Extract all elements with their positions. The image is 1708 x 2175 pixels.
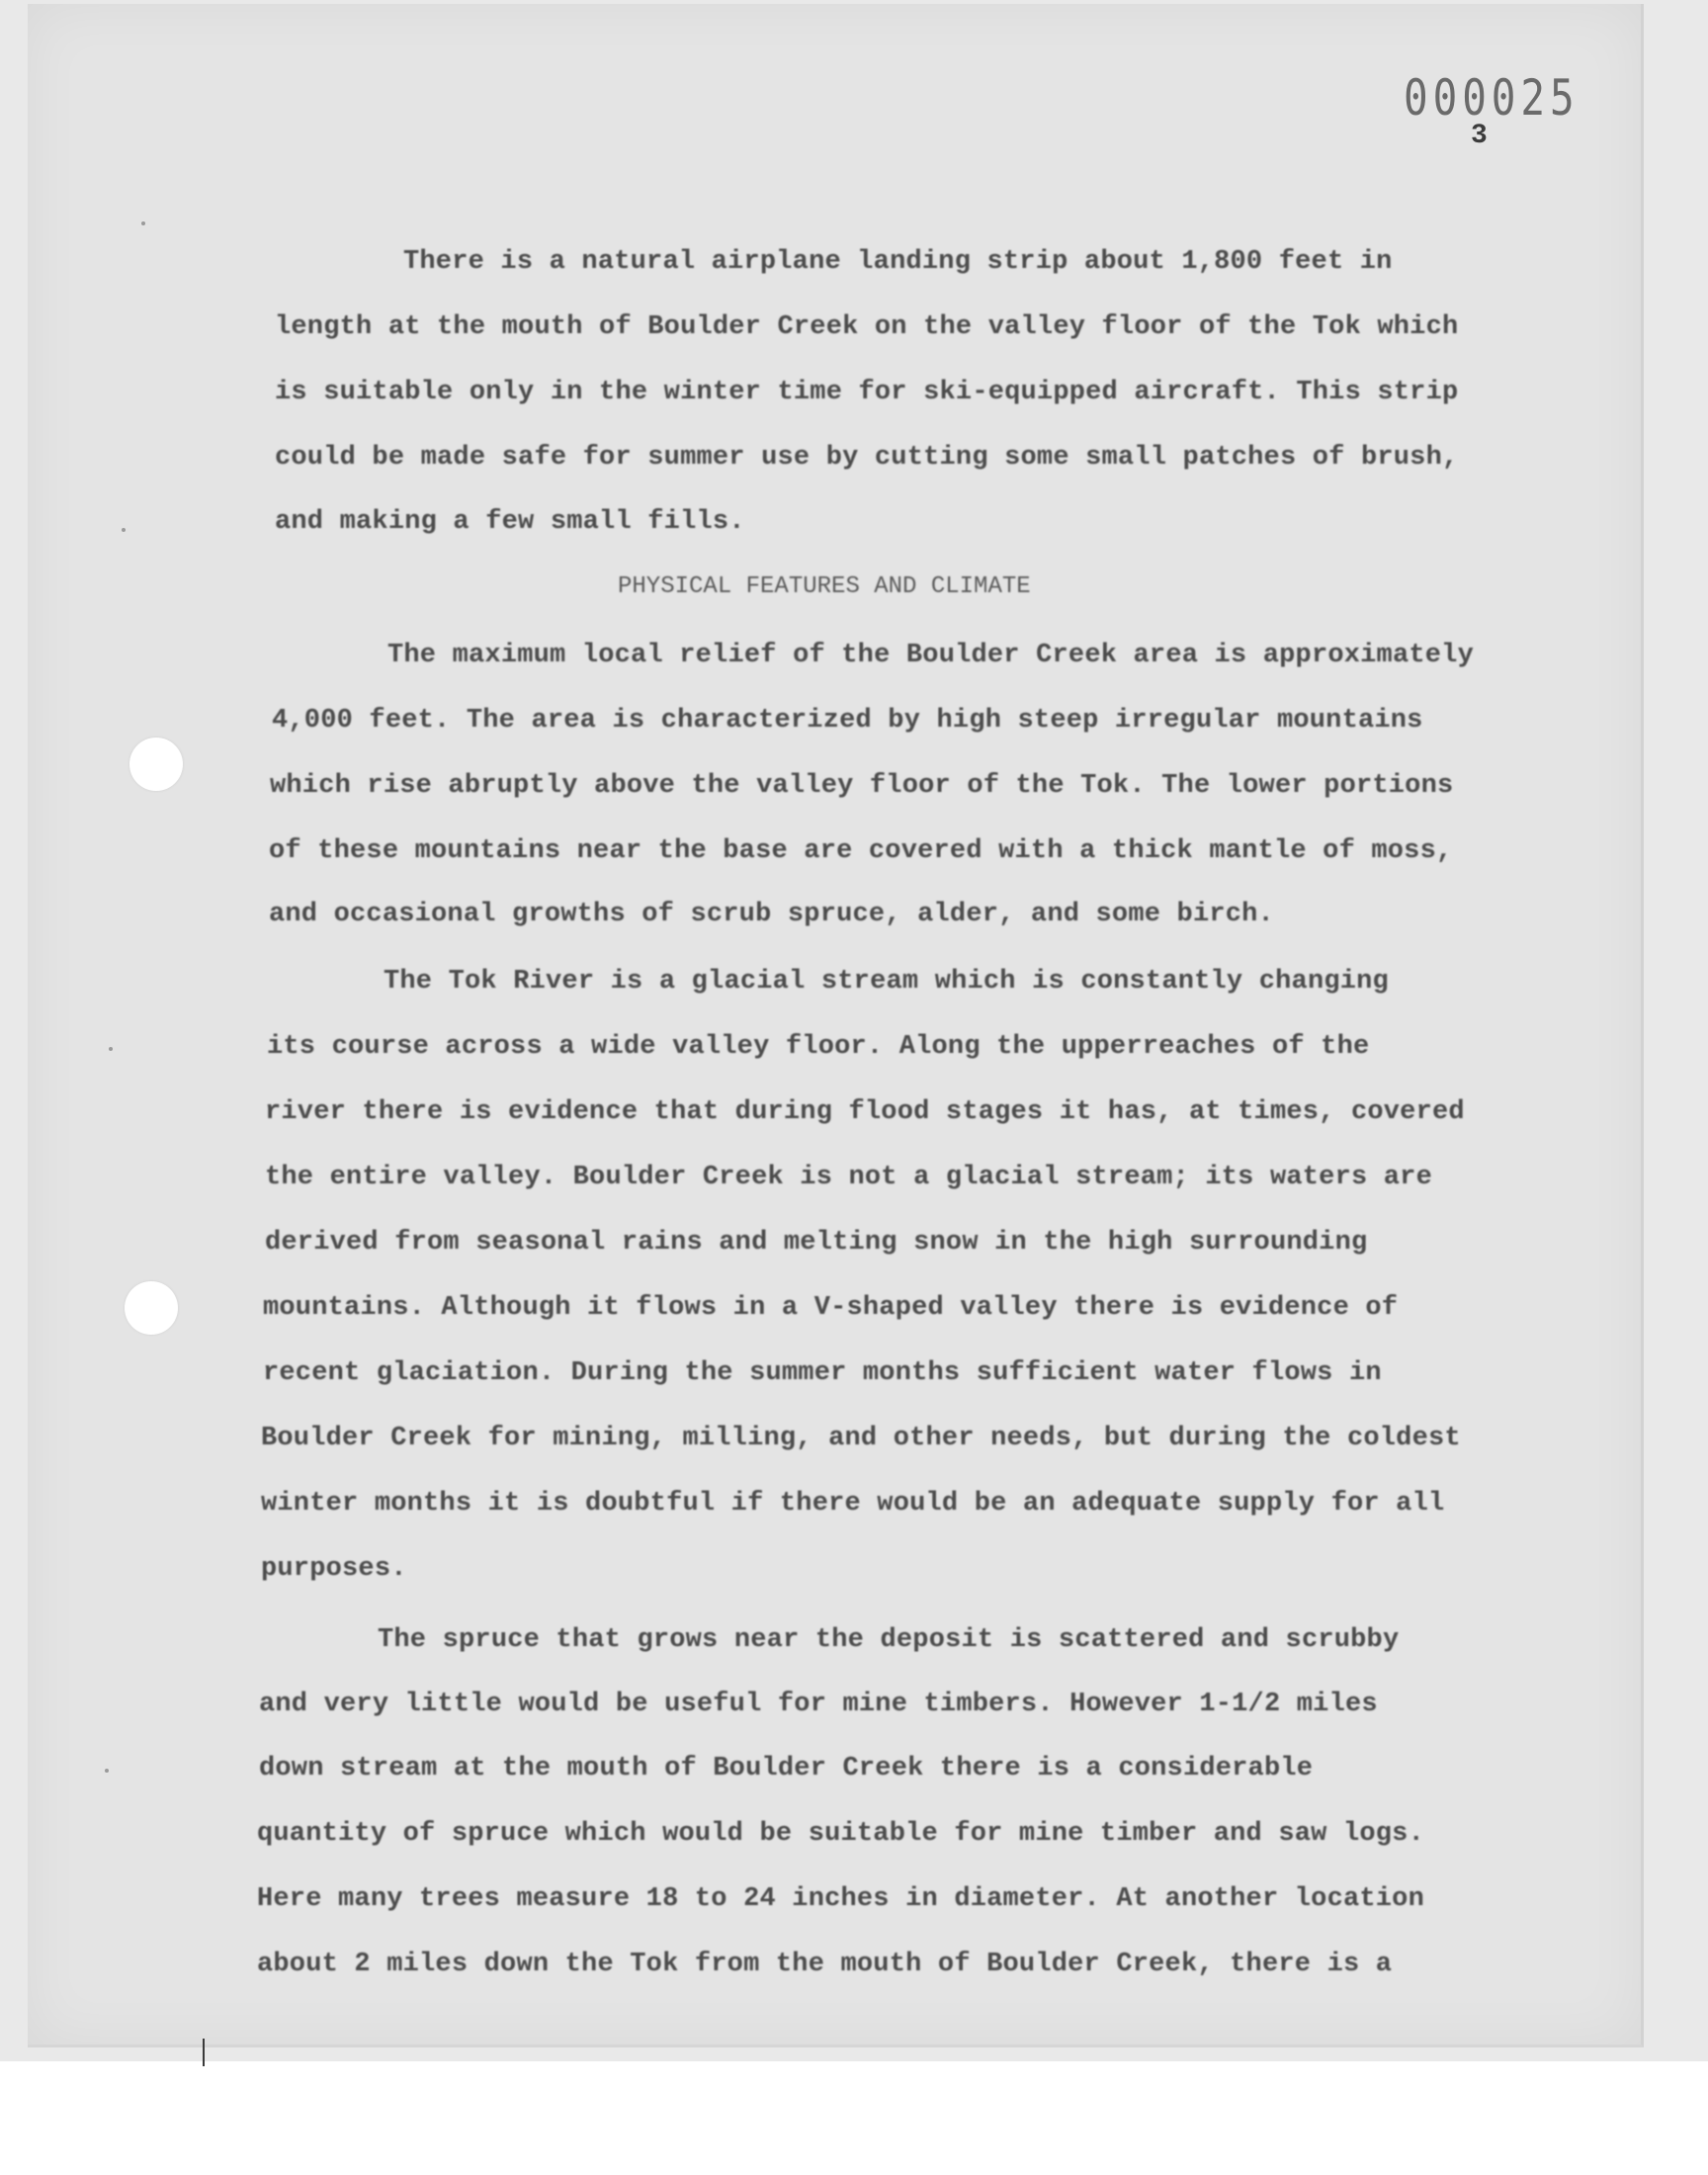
text-line: length at the mouth of Boulder Creek on the valley floor of the Tok which	[275, 312, 1459, 342]
text-line: purposes.	[261, 1554, 407, 1584]
text-line: the entire valley. Boulder Creek is not a glacial stream; its waters are	[265, 1163, 1432, 1192]
text-line: Here many trees measure 18 to 24 inches in diameter. At another location	[257, 1884, 1424, 1914]
text-line: winter months it is doubtful if there would be an adequate supply for all	[261, 1489, 1445, 1519]
text-line: about 2 miles down the Tok from the mouth of Boulder Creek, there is a	[257, 1950, 1393, 1979]
document-stamp-number: 000025	[1404, 69, 1580, 127]
scan-speck	[109, 1047, 113, 1051]
scan-edge-mark	[203, 2039, 205, 2066]
punch-hole	[129, 738, 183, 791]
text-line: river there is evidence that during flood stages it has, at times, covered	[265, 1097, 1465, 1127]
document-page	[28, 4, 1644, 2047]
text-line: its course across a wide valley floor. Along the upperreaches of the	[267, 1032, 1370, 1062]
text-line: is suitable only in the winter time for ski-equipped aircraft. This strip	[275, 378, 1459, 407]
text-line: quantity of spruce which would be suitable for mine timber and saw logs.	[257, 1819, 1424, 1849]
text-line: 4,000 feet. The area is characterized by high steep irregular mountains	[272, 706, 1423, 736]
text-line: and occasional growths of scrub spruce, alder, and some birch.	[269, 900, 1274, 929]
text-line: Boulder Creek for mining, milling, and other needs, but during the coldest	[261, 1424, 1461, 1453]
text-line: of these mountains near the base are covered with a thick mantle of moss,	[269, 836, 1453, 866]
text-line: derived from seasonal rains and melting snow in the high surrounding	[265, 1228, 1368, 1258]
punch-hole	[125, 1281, 178, 1335]
page-number: 3	[1471, 121, 1488, 151]
text-line: There is a natural airplane landing strip about 1,800 feet in	[403, 247, 1393, 277]
section-heading: PHYSICAL FEATURES AND CLIMATE	[618, 573, 1031, 600]
text-line: The spruce that grows near the deposit is scattered and scrubby	[378, 1625, 1400, 1655]
text-line: mountains. Although it flows in a V-shaped valley there is evidence of	[263, 1293, 1399, 1323]
text-line: The maximum local relief of the Boulder Creek area is approximately	[387, 641, 1474, 670]
text-line: which rise abruptly above the valley floor of the Tok. The lower portions	[270, 771, 1454, 801]
text-line: and very little would be useful for mine timbers. However 1-1/2 miles	[259, 1690, 1378, 1719]
text-line: The Tok River is a glacial stream which is constantly changing	[384, 967, 1389, 997]
text-line: recent glaciation. During the summer months sufficient water flows in	[263, 1358, 1382, 1388]
scan-speck	[141, 221, 145, 225]
scan-speck	[122, 528, 126, 532]
text-line: could be made safe for summer use by cutting some small patches of brush,	[275, 443, 1459, 473]
text-line: down stream at the mouth of Boulder Creek there is a considerable	[259, 1754, 1314, 1784]
text-line: and making a few small fills.	[275, 507, 745, 537]
scan-speck	[105, 1769, 109, 1773]
